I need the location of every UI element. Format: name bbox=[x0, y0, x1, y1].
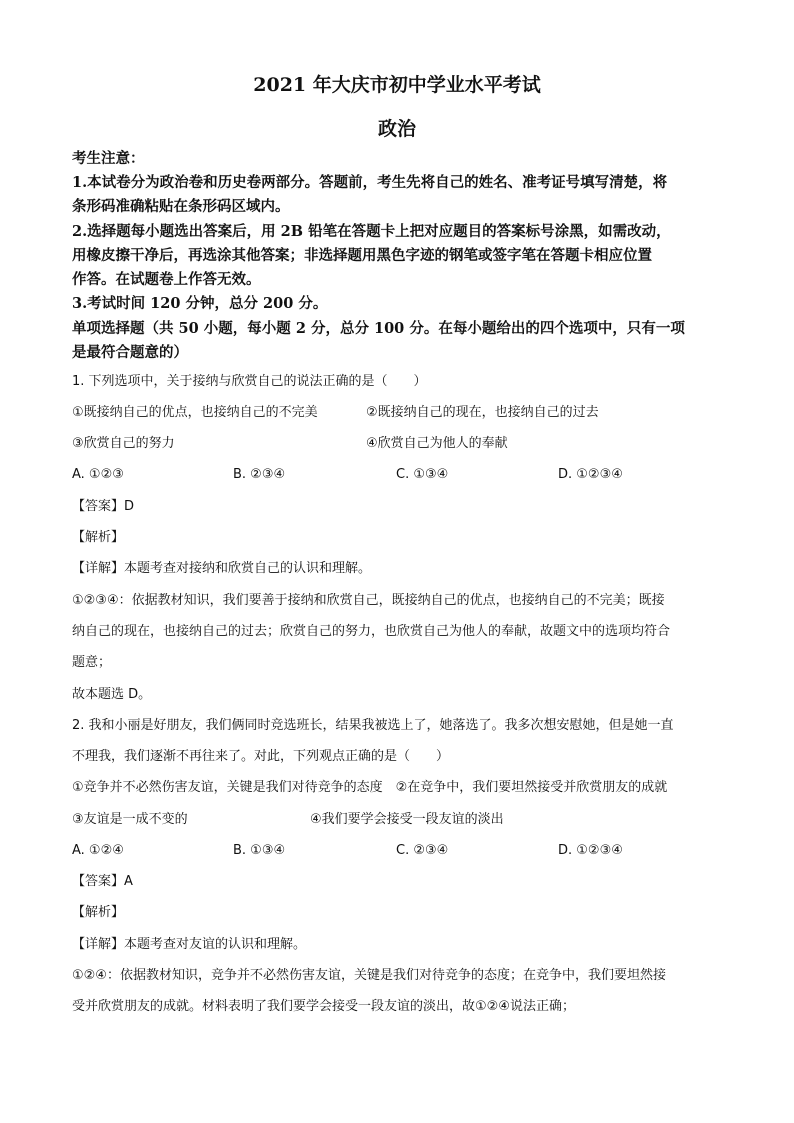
question-stem: 不理我，我们逐渐不再往来了。对此，下列观点正确的是（ ） bbox=[72, 749, 450, 764]
notice-line: 用橡皮擦干净后，再选涂其他答案；非选择题用黑色字迹的钢笔或签字笔在答题卡相应位置 bbox=[72, 247, 652, 264]
explanation-line: ①②④：依据教材知识，竞争并不必然伤害友谊，关键是我们对待竞争的态度；在竞争中，我们要坦然接 bbox=[72, 968, 666, 983]
answer-label: 【答案】A bbox=[72, 874, 133, 889]
section-header: 是最符合题意的） bbox=[72, 344, 188, 361]
statement: ①竞争并不必然伤害友谊，关键是我们对待竞争的态度 ②在竞争中，我们要坦然接受并欣赏朋友的成就 bbox=[72, 780, 668, 795]
notice-line: 3.考试时间 120 分钟，总分 200 分。 bbox=[72, 295, 328, 312]
notice-header: 考生注意： bbox=[72, 150, 145, 167]
explanation-line: ①②③④：依据教材知识，我们要善于接纳和欣赏自己，既接纳自己的优点，也接纳自己的不完美；既接 bbox=[72, 593, 665, 608]
statement: ④我们要学会接受一段友谊的淡出 bbox=[310, 812, 504, 827]
explanation-line: 纳自己的现在，也接纳自己的过去；欣赏自己的努力，也欣赏自己为他人的奉献，故题文中的选项均符合 bbox=[72, 624, 671, 639]
notice-line: 2.选择题每小题选出答案后，用 2B 铅笔在答题卡上把对应题目的答案标号涂黑，如需改动， bbox=[72, 223, 671, 240]
choice-a: A. ①②③ bbox=[72, 467, 124, 482]
question-stem: 2. 我和小丽是好朋友，我们俩同时竞选班长，结果我被选上了，她落选了。我多次想安慰她，但是她一直 bbox=[72, 718, 674, 733]
statement: ③欣赏自己的努力 bbox=[72, 436, 175, 451]
choice-a: A. ①②④ bbox=[72, 843, 124, 858]
explanation-line: 故本题选 D。 bbox=[72, 687, 152, 702]
notice-line: 1.本试卷分为政治卷和历史卷两部分。答题前，考生先将自己的姓名、准考证号填写清楚，将 bbox=[72, 174, 668, 191]
notice-line: 作答。在试题卷上作答无效。 bbox=[72, 271, 261, 288]
choice-d: D. ①②③④ bbox=[558, 843, 623, 858]
choice-b: B. ②③④ bbox=[233, 467, 286, 482]
answer-label: 【答案】D bbox=[72, 499, 135, 514]
detail-label: 【详解】本题考查对友谊的认识和理解。 bbox=[72, 937, 307, 952]
analysis-label: 【解析】 bbox=[72, 905, 125, 920]
notice-line: 条形码准确粘贴在条形码区域内。 bbox=[72, 198, 290, 215]
statement: ④欣赏自己为他人的奉献 bbox=[366, 436, 508, 451]
statement: ③友谊是一成不变的 bbox=[72, 812, 188, 827]
exam-title: 2021 年大庆市初中学业水平考试 bbox=[253, 74, 541, 96]
choice-c: C. ①③④ bbox=[396, 467, 449, 482]
question-stem: 1. 下列选项中，关于接纳与欣赏自己的说法正确的是（ ） bbox=[72, 374, 427, 389]
choice-d: D. ①②③④ bbox=[558, 467, 623, 482]
exam-subject: 政治 bbox=[377, 118, 416, 140]
detail-label: 【详解】本题考查对接纳和欣赏自己的认识和理解。 bbox=[72, 561, 372, 576]
section-header: 单项选择题（共 50 小题，每小题 2 分，总分 100 分。在每小题给出的四个选项中，只有一项 bbox=[72, 320, 685, 337]
analysis-label: 【解析】 bbox=[72, 530, 125, 545]
statement: ①既接纳自己的优点，也接纳自己的不完美 bbox=[72, 405, 318, 420]
choice-b: B. ①③④ bbox=[233, 843, 286, 858]
explanation-line: 题意； bbox=[72, 655, 112, 670]
explanation-line: 受并欣赏朋友的成就。材料表明了我们要学会接受一段友谊的淡出，故①②④说法正确； bbox=[72, 999, 575, 1014]
statement: ②既接纳自己的现在，也接纳自己的过去 bbox=[366, 405, 599, 420]
choice-c: C. ②③④ bbox=[396, 843, 449, 858]
